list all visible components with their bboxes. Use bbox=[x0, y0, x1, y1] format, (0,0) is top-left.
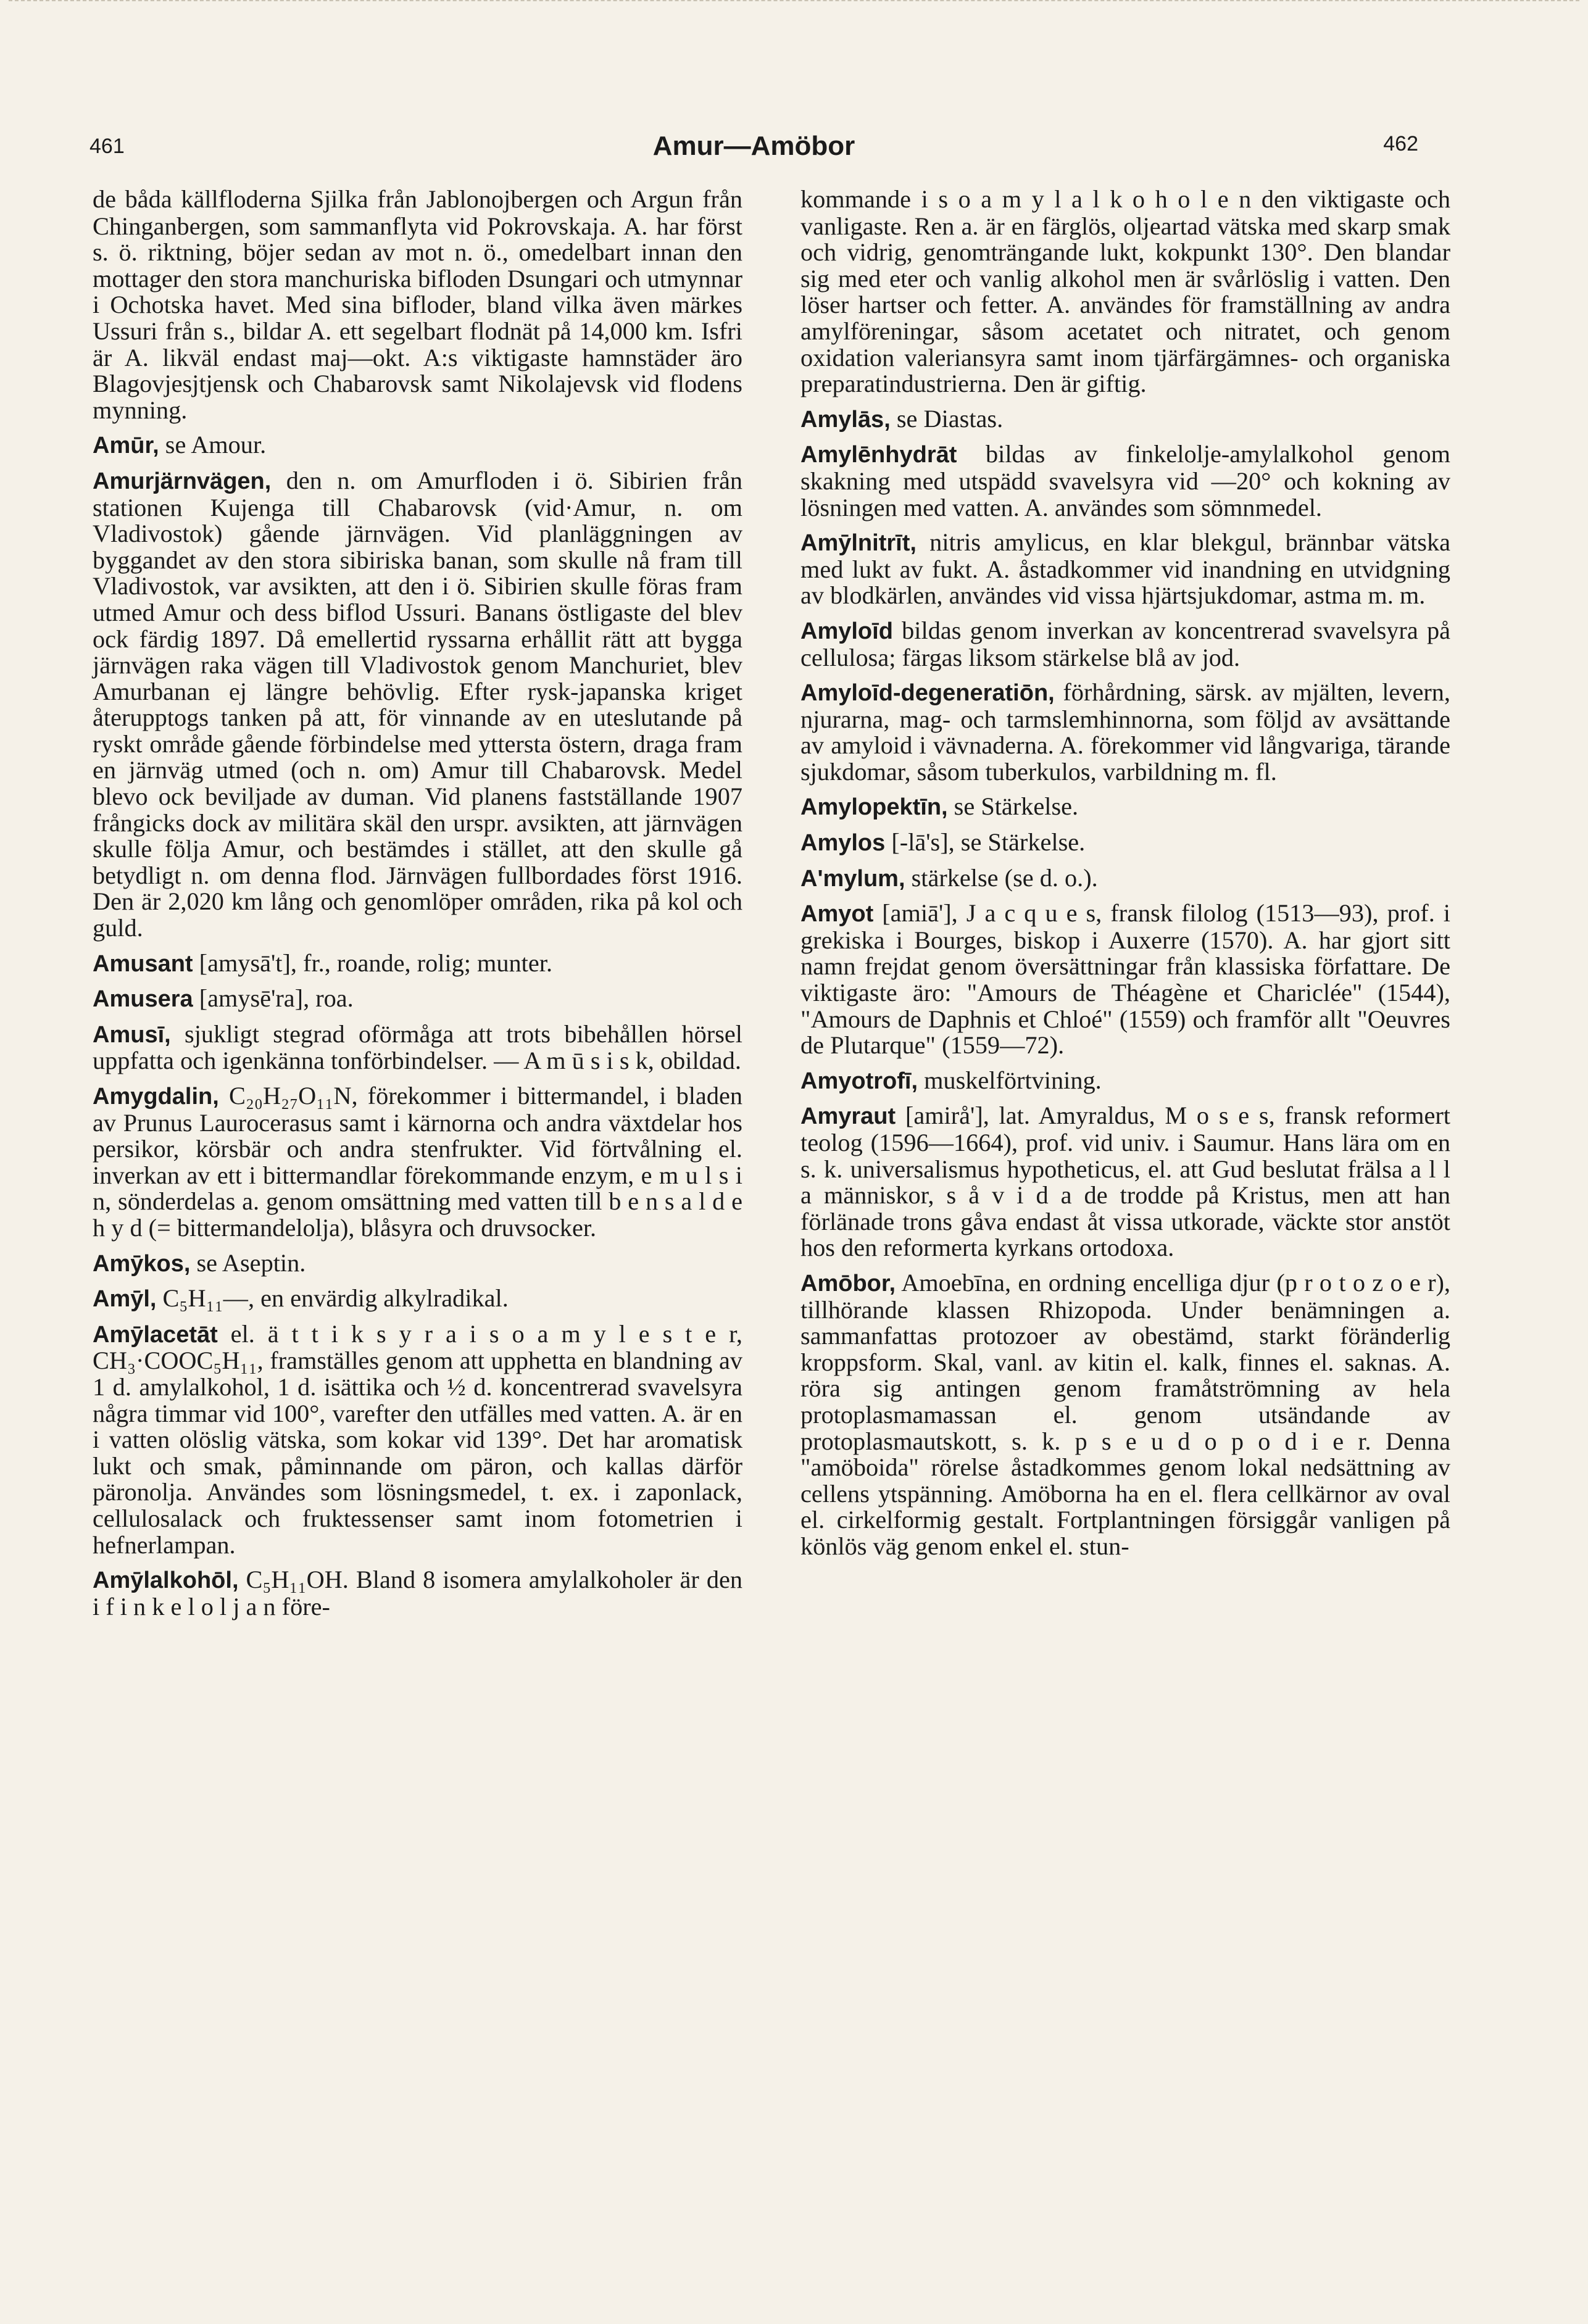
right-column bbox=[800, 186, 1450, 1569]
entry bbox=[800, 794, 1450, 821]
entry-lemma: Amyraut bbox=[800, 1103, 896, 1130]
entry bbox=[93, 1083, 742, 1242]
entry bbox=[800, 618, 1450, 671]
page-number-left: 461 bbox=[89, 135, 125, 158]
entry-lemma: Amȳlalkohōl, bbox=[93, 1567, 239, 1594]
entry bbox=[800, 1068, 1450, 1095]
entry-lemma: Amylopektīn, bbox=[800, 794, 948, 821]
entry bbox=[93, 950, 742, 977]
entry-text: förhårdning, särsk. av mjälten, levern, njurarna, mag- och tarmslemhinnorna, som följd av avsättande av amyloid i vävnaderna. A. förekommer vid långvariga, tärande sjukdomar, såsom tuberkulos, varbildning m. fl. bbox=[800, 678, 1450, 786]
entry-text: bildas av finkelolje-amylalkohol genom skakning med utspädd svavelsyra vid —20° och kokning av lösningen med vatten. A. användes som sömnmedel. bbox=[800, 440, 1450, 521]
entry-text: den n. om Amurfloden i ö. Sibirien från stationen Kujenga till Chabarovsk (vid·Amur, n. om Vladivostok) gående järnvägen. Vid planläggningen av byggandet av den stora sibiriska banan, som skulle nå fram till Vladivostok, var avsikten, att den i ö. Sibirien skulle föras fram utmed Amur och dess biflod Ussuri. Banans östligaste del blev ock färdig 1897. Då emellertid ryssarna erhållit rätt att bygga järnvägen raka vägen till Vladivostok genom Manchuriet, blev Amurbanan ej längre behövlig. Efter rysk-japanska kriget återupptogs tanken på att, för vinnande av en uteslutande på ryskt område gående förbindelse med yttersta östern, draga fram en järnväg utmed (och n. om) Amur till Chabarovsk. Medel blevo ock beviljade av duman. Vid planens fastställande 1907 frångicks dock av militära skäl den urspr. avsikten, att järnvägen skulle följa Amur, och bestämdes i stället, att den skulle gå betydligt n. om denna flod. Järnvägen fullbordades först 1916. Den är 2,020 km lång och genomlöper områden, rika på kol och guld. bbox=[93, 466, 742, 942]
entry-lemma: Amurjärnvägen, bbox=[93, 468, 272, 494]
entry-lemma: Amylēnhydrāt bbox=[800, 442, 957, 468]
entry-text: nitris amylicus, en klar blekgul, brännbar vätska med lukt av fukt. A. åstadkommer vid inandning en utvidgning av blodkärlen, användes vid vissa hjärtsjukdomar, astma m. m. bbox=[800, 528, 1450, 610]
entry-lemma: Amȳlacetāt bbox=[93, 1321, 218, 1348]
entry-lemma: Amȳl, bbox=[93, 1286, 157, 1313]
entry-text: [amiā'], J a c q u e s, fransk filolog (1513—93), prof. i grekiska i Bourges, biskop i Auxerre (1570). A. har gjort sitt namn frejdat genom översättningar från klassiska författare. De viktigaste äro: "Amours de Théagène et Chariclée" (1544), "Amours de Daphnis et Chloé" (1559) och framför allt "Oeuvres de Plutarque" (1559—72). bbox=[800, 899, 1450, 1060]
entry-lemma: Amylos bbox=[800, 830, 886, 857]
entry-text: muskelförtvining. bbox=[918, 1066, 1102, 1094]
entry bbox=[800, 1270, 1450, 1560]
page-number-right: 462 bbox=[1383, 132, 1418, 156]
entry bbox=[93, 186, 742, 423]
entry-text: C₅H₁₁OH. Bland 8 isomera amylalkoholer är den i f i n k e l o l j a n före- bbox=[93, 1566, 742, 1621]
entry-text: se Diastas. bbox=[890, 404, 1004, 433]
entry bbox=[800, 186, 1450, 397]
left-column bbox=[93, 186, 742, 1629]
entry bbox=[93, 1567, 742, 1620]
entry bbox=[800, 441, 1450, 521]
entry-lemma: Amyloīd-degeneratiōn, bbox=[800, 680, 1055, 707]
entry bbox=[93, 1285, 742, 1313]
entry-text: stärkelse (se d. o.). bbox=[905, 863, 1098, 892]
entry-lemma: Amȳkos, bbox=[93, 1250, 191, 1277]
entry-text: Amoebīna, en ordning encelliga djur (p r o t o z o e r), tillhörande klassen Rhizopoda. Under benämningen a. sammanfattas protozoer av obestämd, starkt föränderlig kroppsform. Skal, vanl. av kitin el. kalk, finnes el. saknas. A. röra sig antingen genom framåtströmning av hela protoplasmamassan el. genom utsändande av protoplasmautskott, s. k. p s e u d o p o d i e r. Denna "amöboida" rörelse åstadkommes genom lokal nedsättning av cellens ytspänning. Amöborna ha en el. flera cellkärnor av oval el. cirkelformig gestalt. Fortplantningen försiggår vanligen på könlös väg genom enkel el. stun- bbox=[800, 1268, 1450, 1560]
entry-text: C₂₀H₂₇O₁₁N, förekommer i bittermandel, i bladen av Prunus Laurocerasus samt i kärnorna och andra växtdelar hos persikor, körsbär och andra stenfrukter. Vid förtvålning el. inverkan av ett i bittermandlar förekommande enzym, e m u l s i n, sönderdelas a. genom omsättning med vatten till b e n s a l d e h y d (= bittermandelolja), blåsyra och druvsocker. bbox=[93, 1082, 742, 1242]
entry bbox=[800, 900, 1450, 1059]
entry-lemma: Amusant bbox=[93, 950, 193, 977]
entry bbox=[800, 529, 1450, 609]
entry-text: bildas genom inverkan av koncentrerad svavelsyra på cellulosa; färgas liksom stärkelse blå av jod. bbox=[800, 616, 1450, 671]
entry bbox=[93, 1250, 742, 1277]
entry-lemma: Amyotrofī, bbox=[800, 1068, 918, 1094]
entry-text: se Aseptin. bbox=[190, 1248, 306, 1277]
entry bbox=[93, 1021, 742, 1074]
entry bbox=[93, 986, 742, 1013]
entry-lemma: Amōbor, bbox=[800, 1270, 896, 1297]
entry-text: se Stärkelse. bbox=[947, 792, 1079, 821]
entry bbox=[800, 406, 1450, 433]
entry-lemma: Amȳlnitrīt, bbox=[800, 530, 917, 557]
entry-lemma: Amūr, bbox=[93, 433, 159, 459]
entry-lemma: Amylās, bbox=[800, 406, 891, 433]
entry bbox=[93, 1321, 742, 1558]
entry-text: se Amour. bbox=[159, 431, 267, 459]
entry bbox=[93, 468, 742, 942]
entry-text: kommande i s o a m y l a l k o h o l e n den viktigaste och vanligaste. Ren a. är en färglös, oljeartad vätska med skarp smak och vidrig, genomträngande lukt, kokpunkt 130°. Den blandar sig med eter och vanlig alkohol men är svårlöslig i vatten. Den löser hartser och fetter. A. användes för framställning av andra amylföreningar, såsom acetatet och nitratet, och genom oxidation valeriansyra samt inom tjärfärgämnes- och organiska preparatindustrierna. Den är giftig. bbox=[800, 185, 1450, 398]
running-title: Amur—Amöbor bbox=[652, 131, 855, 161]
entry-text: C₅H₁₁—, en envärdig alkylradikal. bbox=[156, 1284, 509, 1313]
entry bbox=[800, 829, 1450, 857]
page-header bbox=[89, 123, 1418, 167]
entry-text: de båda källfloderna Sjilka från Jablonojbergen och Argun från Chinganbergen, som sammanflyta vid Pokrovskaja. A. har först s. ö. riktning, böjer sedan av mot n. ö., omedelbart innan den mottager den stora manchuriska bifloden Dsungari och utmynnar i Ochotska havet. Med sina bifloder, bland vilka även märkes Ussuri från s., bildar A. ett segelbart flodnät på 14,000 km. Isfri är A. likväl endast maj—okt. A:s viktigaste hamnstäder äro Blagovjesjtjensk och Chabarovsk samt Nikolajevsk vid flodens mynning. bbox=[93, 185, 742, 424]
entry-text: el. ä t t i k s y r a i s o a m y l e s t e r, CH₃·COOC₅H₁₁, framställes genom att upphetta en blandning av 1 d. amylalkohol, 1 d. isättika och ½ d. koncentrerad svavelsyra några timmar vid 100°, varefter den utfälles med vatten. A. är en i vatten olöslig vätska, som kokar vid 139°. Det har aromatisk lukt och smak, påminnande om päron, och kallas därför päronolja. Användes som lösningsmedel, t. ex. i zaponlack, cellulosalack och fruktessenser samt inom fotometrien i hefnerlampan. bbox=[93, 1319, 742, 1559]
entry-text: [amirå'], lat. Amyraldus, M o s e s, fransk reformert teolog (1596—1664), prof. vid univ. i Saumur. Hans lära om en s. k. universalismus hypotheticus, el. att Gud beslutat frälsa a l l a människor, s å v i d a de trodde på Kristus, men att han förlänade trons gåva endast åt vissa utkorade, väckte stor anstöt hos den reformerta kyrkans ortodoxa. bbox=[800, 1102, 1450, 1262]
entry bbox=[800, 865, 1450, 892]
entry bbox=[800, 1103, 1450, 1261]
entry-text: [amysā't], fr., roande, rolig; munter. bbox=[193, 948, 553, 977]
entry-lemma: Amusī, bbox=[93, 1021, 171, 1048]
entry bbox=[93, 432, 742, 459]
entry-lemma: A'mylum, bbox=[800, 865, 905, 892]
entry-lemma: Amyloīd bbox=[800, 618, 893, 644]
entry-text: [-lā's], se Stärkelse. bbox=[885, 828, 1086, 857]
entry-lemma: Amygdalin, bbox=[93, 1084, 219, 1110]
entry-text: sjukligt stegrad oförmåga att trots bibehållen hörsel uppfatta och igenkänna tonförbindelser. — A m ū s i s k, obildad. bbox=[93, 1019, 742, 1075]
entry-text: [amysē'ra], roa. bbox=[193, 984, 354, 1013]
entry-lemma: Amusera bbox=[93, 986, 193, 1013]
entry bbox=[800, 679, 1450, 785]
entry-lemma: Amyot bbox=[800, 901, 874, 928]
